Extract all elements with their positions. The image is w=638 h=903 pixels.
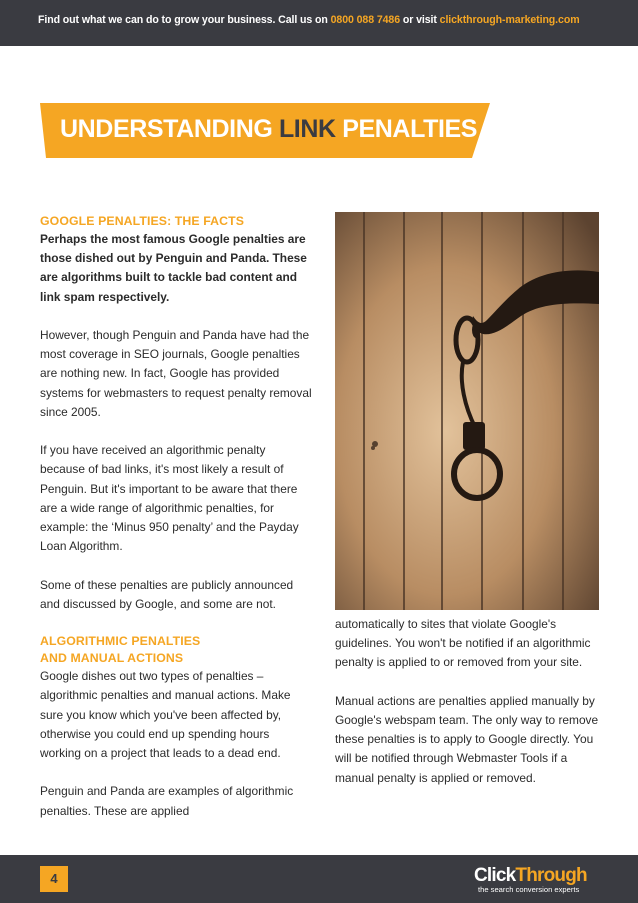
section-title-banner — [40, 103, 490, 158]
logo-wordmark — [474, 866, 600, 885]
paragraph: Manual actions are penalties applied manually by Google's webspam team. The only way to remove these penalties is to apply to Google directly. You will be notified through Webmaster Tools if a manual penalty is applied or removed. — [335, 693, 599, 785]
right-column — [335, 615, 603, 807]
heading-google-penalties: GOOGLE PENALTIES: THE FACTS — [40, 214, 245, 228]
heading-algorithmic-penalties — [40, 633, 312, 667]
clickthrough-logo[interactable] — [474, 866, 600, 896]
heading-line: AND MANUAL ACTIONS — [40, 651, 184, 666]
photo-illustration — [335, 212, 599, 610]
page-number: 4 — [40, 866, 68, 892]
top-contact-bar — [0, 0, 638, 46]
paragraph: automatically to sites that violate Google's guidelines. You won't be notified if an algorithmic penalty is applied to or removed from your site. — [335, 617, 591, 670]
logo-tagline: the search conversion experts — [478, 885, 580, 894]
section-title — [60, 115, 477, 144]
lead-paragraph: Perhaps the most famous Google penalties are those dished out by Penguin and Panda. These are algorithms built to tackle bad content and link spam respectively. — [40, 232, 307, 304]
paragraph: If you have received an algorithmic penalty because of bad links, it's most likely a result of Penguin. But it's important to be aware that there are a wide range of algorithmic penalties, for example: the ‘Minus 950 penalty’ and the Payday Loan Algorithm. — [40, 443, 299, 554]
contact-prefix: Find out what we can do to grow your business. Call us on — [38, 14, 328, 26]
paragraph: Penguin and Panda are examples of algorithmic penalties. These are applied — [40, 784, 294, 818]
logo-click: Click — [474, 865, 516, 886]
website-link[interactable]: clickthrough-marketing.com — [439, 14, 580, 26]
left-column — [40, 213, 312, 840]
handcuffs-shadow-photo — [335, 212, 599, 610]
title-penalties: PENALTIES — [342, 115, 478, 143]
phone-number[interactable]: 0800 088 7486 — [330, 14, 401, 26]
title-link: LINK — [278, 115, 336, 143]
paragraph: However, though Penguin and Panda have had the most coverage in SEO journals, Google penalties are nothing new. In fact, Google has provided systems for webmasters to request penalty removal since 2005. — [40, 328, 312, 419]
contact-middle: or visit — [402, 14, 437, 26]
contact-line — [38, 14, 580, 26]
heading-line: ALGORITHMIC PENALTIES — [40, 634, 201, 649]
paragraph: Google dishes out two types of penalties – algorithmic penalties and manual actions. Make sure you know which you've been affected by, otherwise you could end up spending hours working on a project that leads to a dead end. — [40, 669, 291, 761]
title-understanding: UNDERSTANDING — [60, 115, 273, 143]
logo-through: Through — [515, 865, 587, 886]
paragraph: Some of these penalties are publicly announced and discussed by Google, and some are not. — [40, 577, 294, 611]
